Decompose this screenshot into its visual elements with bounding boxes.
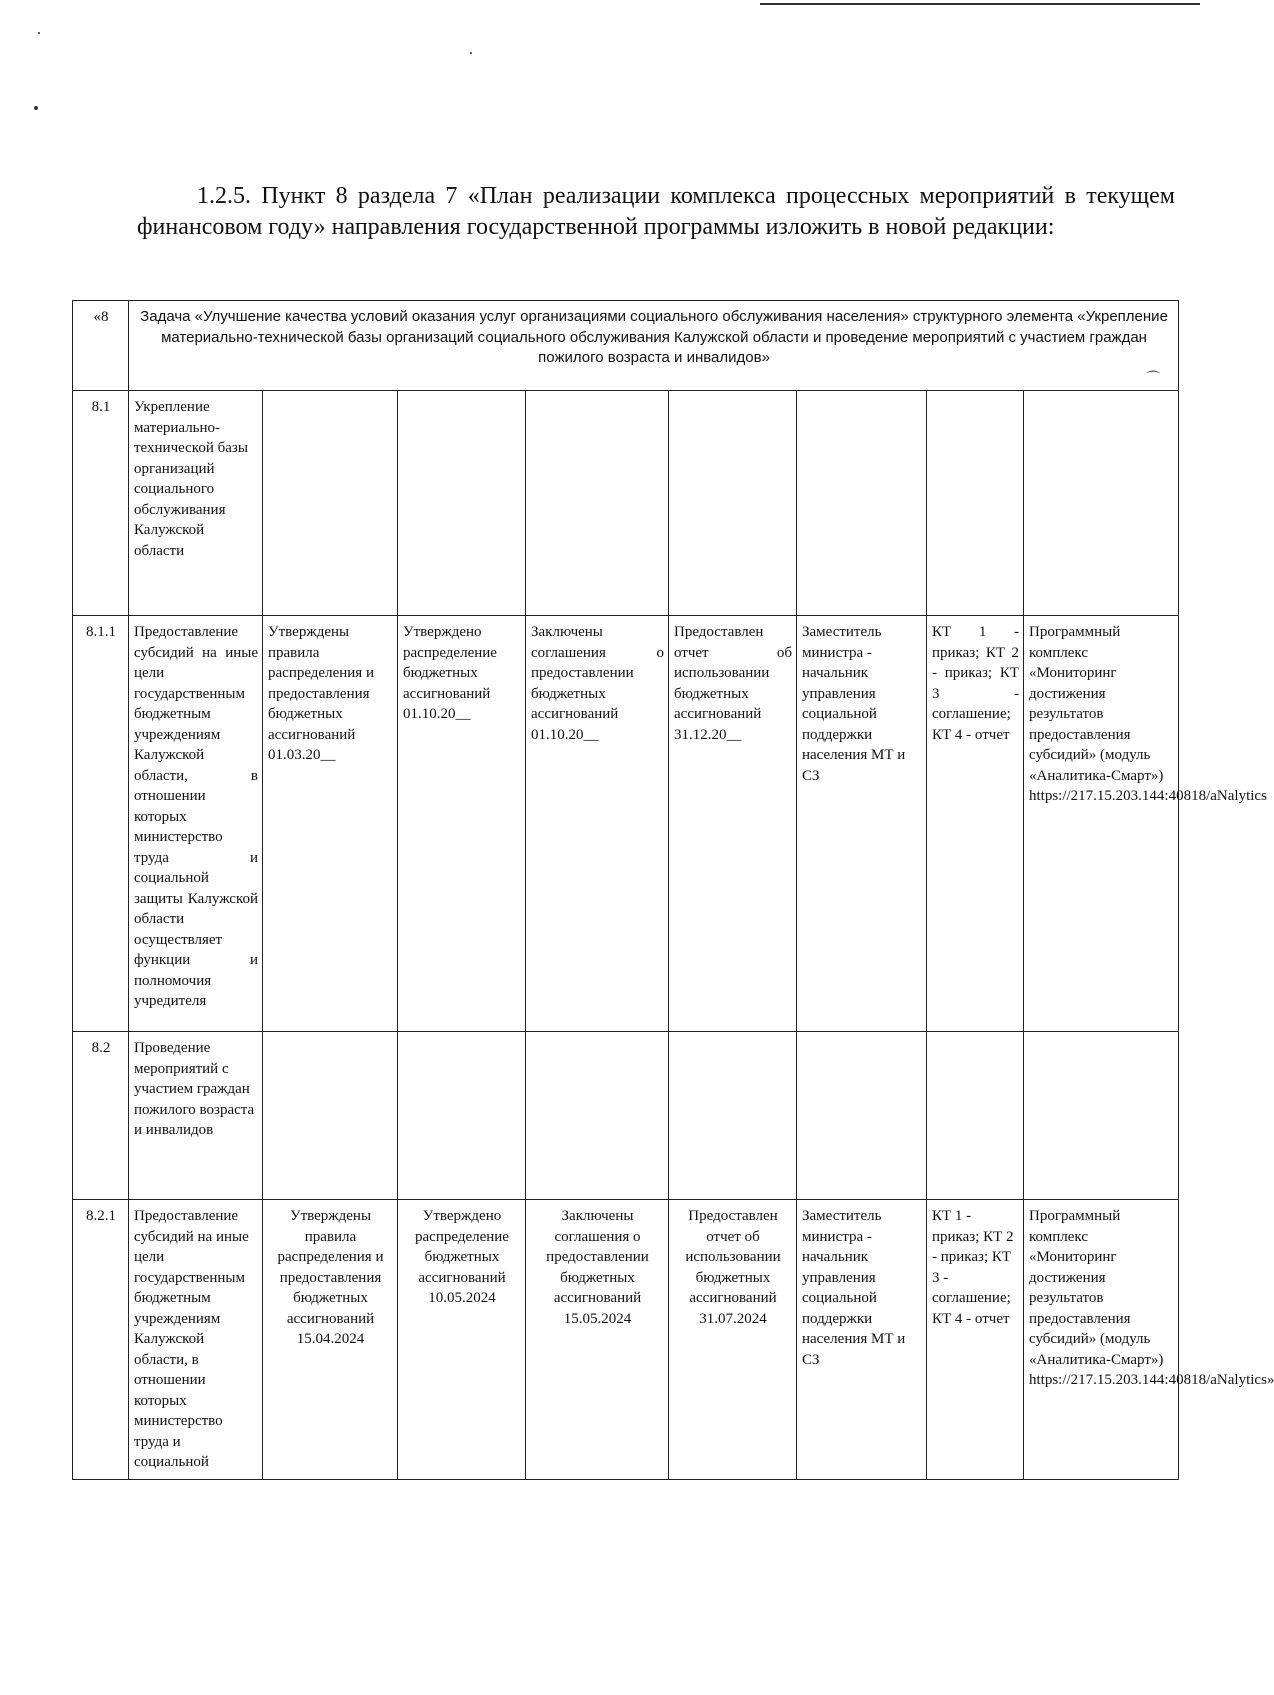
- empty-cell: [927, 391, 1024, 616]
- scan-mark: ⌒: [1146, 369, 1161, 386]
- header-task-label: Задача «Улучшение качества условий оказания услуг организациями социального обслуживания населения» структурного элемента «Укрепление материально-технической базы организаций социального обслуживания Калужской области и проведение мероприятий с участием граждан пожилого возраста и инвалидов»: [140, 308, 1168, 366]
- empty-cell: [669, 391, 797, 616]
- confirming-documents: КТ 1 - приказ; КТ 2 - приказ; КТ 3 - соглашение; КТ 4 - отчет: [927, 616, 1024, 1032]
- row-name: Проведение мероприятий с участием граждан пожилого возраста и инвалидов: [129, 1032, 263, 1200]
- confirming-documents: КТ 1 - приказ; КТ 2 - приказ; КТ 3 - соглашение; КТ 4 - отчет: [927, 1200, 1024, 1480]
- row-name: Предоставление субсидий на иные цели государственным бюджетным учреждениям Калужской области, в отношении которых министерство труда и социальной защиты Калужской области осуществляет функции и полномочия учредителя: [129, 616, 263, 1032]
- control-point-2: Утверждено распределение бюджетных ассигнований 01.10.20__: [398, 616, 526, 1032]
- table-row: [73, 391, 1179, 616]
- table-row: [73, 616, 1179, 1032]
- empty-cell: [927, 1032, 1024, 1200]
- empty-cell: [1024, 391, 1179, 616]
- scan-speck: [34, 106, 38, 110]
- row-number: 8.1.1: [73, 616, 129, 1032]
- empty-cell: [526, 391, 669, 616]
- amendment-paragraph: 1.2.5. Пункт 8 раздела 7 «План реализации комплекса процессных мероприятий в текущем финансовом году» направления государственной программы изложить в новой редакции:: [137, 183, 1175, 240]
- information-system: Программный комплекс «Мониторинг достижения результатов предоставления субсидий» (модуль «Аналитика-Смарт») https://217.15.203.144:40818/aNalytics: [1024, 616, 1179, 1032]
- table-header-row: [73, 301, 1179, 391]
- top-rule: [760, 3, 1200, 5]
- control-point-3: Заключены соглашения о предоставлении бюджетных ассигнований 01.10.20__: [526, 616, 669, 1032]
- implementation-plan-table: [72, 300, 1274, 1480]
- empty-cell: [398, 391, 526, 616]
- information-system: Программный комплекс «Мониторинг достижения результатов предоставления субсидий» (модуль «Аналитика-Смарт») https://217.15.203.144:40818/aNalytics»: [1024, 1200, 1179, 1480]
- table-row: [73, 1200, 1179, 1480]
- row-number: 8.1: [73, 391, 129, 616]
- header-number: «8: [73, 301, 129, 391]
- control-point-1: Утверждены правила распределения и предоставления бюджетных ассигнований 15.04.2024: [263, 1200, 398, 1480]
- empty-cell: [398, 1032, 526, 1200]
- table-row: [73, 1032, 1179, 1200]
- control-point-2: Утверждено распределение бюджетных ассигнований 10.05.2024: [398, 1200, 526, 1480]
- empty-cell: [263, 391, 398, 616]
- row-number: 8.2.1: [73, 1200, 129, 1480]
- row-number: 8.2: [73, 1032, 129, 1200]
- control-point-3: Заключены соглашения о предоставлении бюджетных ассигнований 15.05.2024: [526, 1200, 669, 1480]
- empty-cell: [669, 1032, 797, 1200]
- empty-cell: [1024, 1032, 1179, 1200]
- row-name: Предоставление субсидий на иные цели государственным бюджетным учреждениям Калужской области, в отношении которых министерство труда и социальной: [129, 1200, 263, 1480]
- control-point-1: Утверждены правила распределения и предоставления бюджетных ассигнований 01.03.20__: [263, 616, 398, 1032]
- control-point-4: Предоставлен отчет об использовании бюджетных ассигнований 31.12.20__: [669, 616, 797, 1032]
- empty-cell: [797, 1032, 927, 1200]
- scan-speck: [470, 52, 472, 54]
- empty-cell: [263, 1032, 398, 1200]
- scan-speck: [38, 32, 40, 34]
- control-point-4: Предоставлен отчет об использовании бюджетных ассигнований 31.07.2024: [669, 1200, 797, 1480]
- responsible-person: Заместитель министра - начальник управления социальной поддержки населения МТ и СЗ: [797, 616, 927, 1032]
- row-name: Укрепление материально-технической базы организаций социального обслуживания Калужской области: [129, 391, 263, 616]
- empty-cell: [797, 391, 927, 616]
- header-task-text: [129, 301, 1179, 391]
- empty-cell: [526, 1032, 669, 1200]
- responsible-person: Заместитель министра - начальник управления социальной поддержки населения МТ и СЗ: [797, 1200, 927, 1480]
